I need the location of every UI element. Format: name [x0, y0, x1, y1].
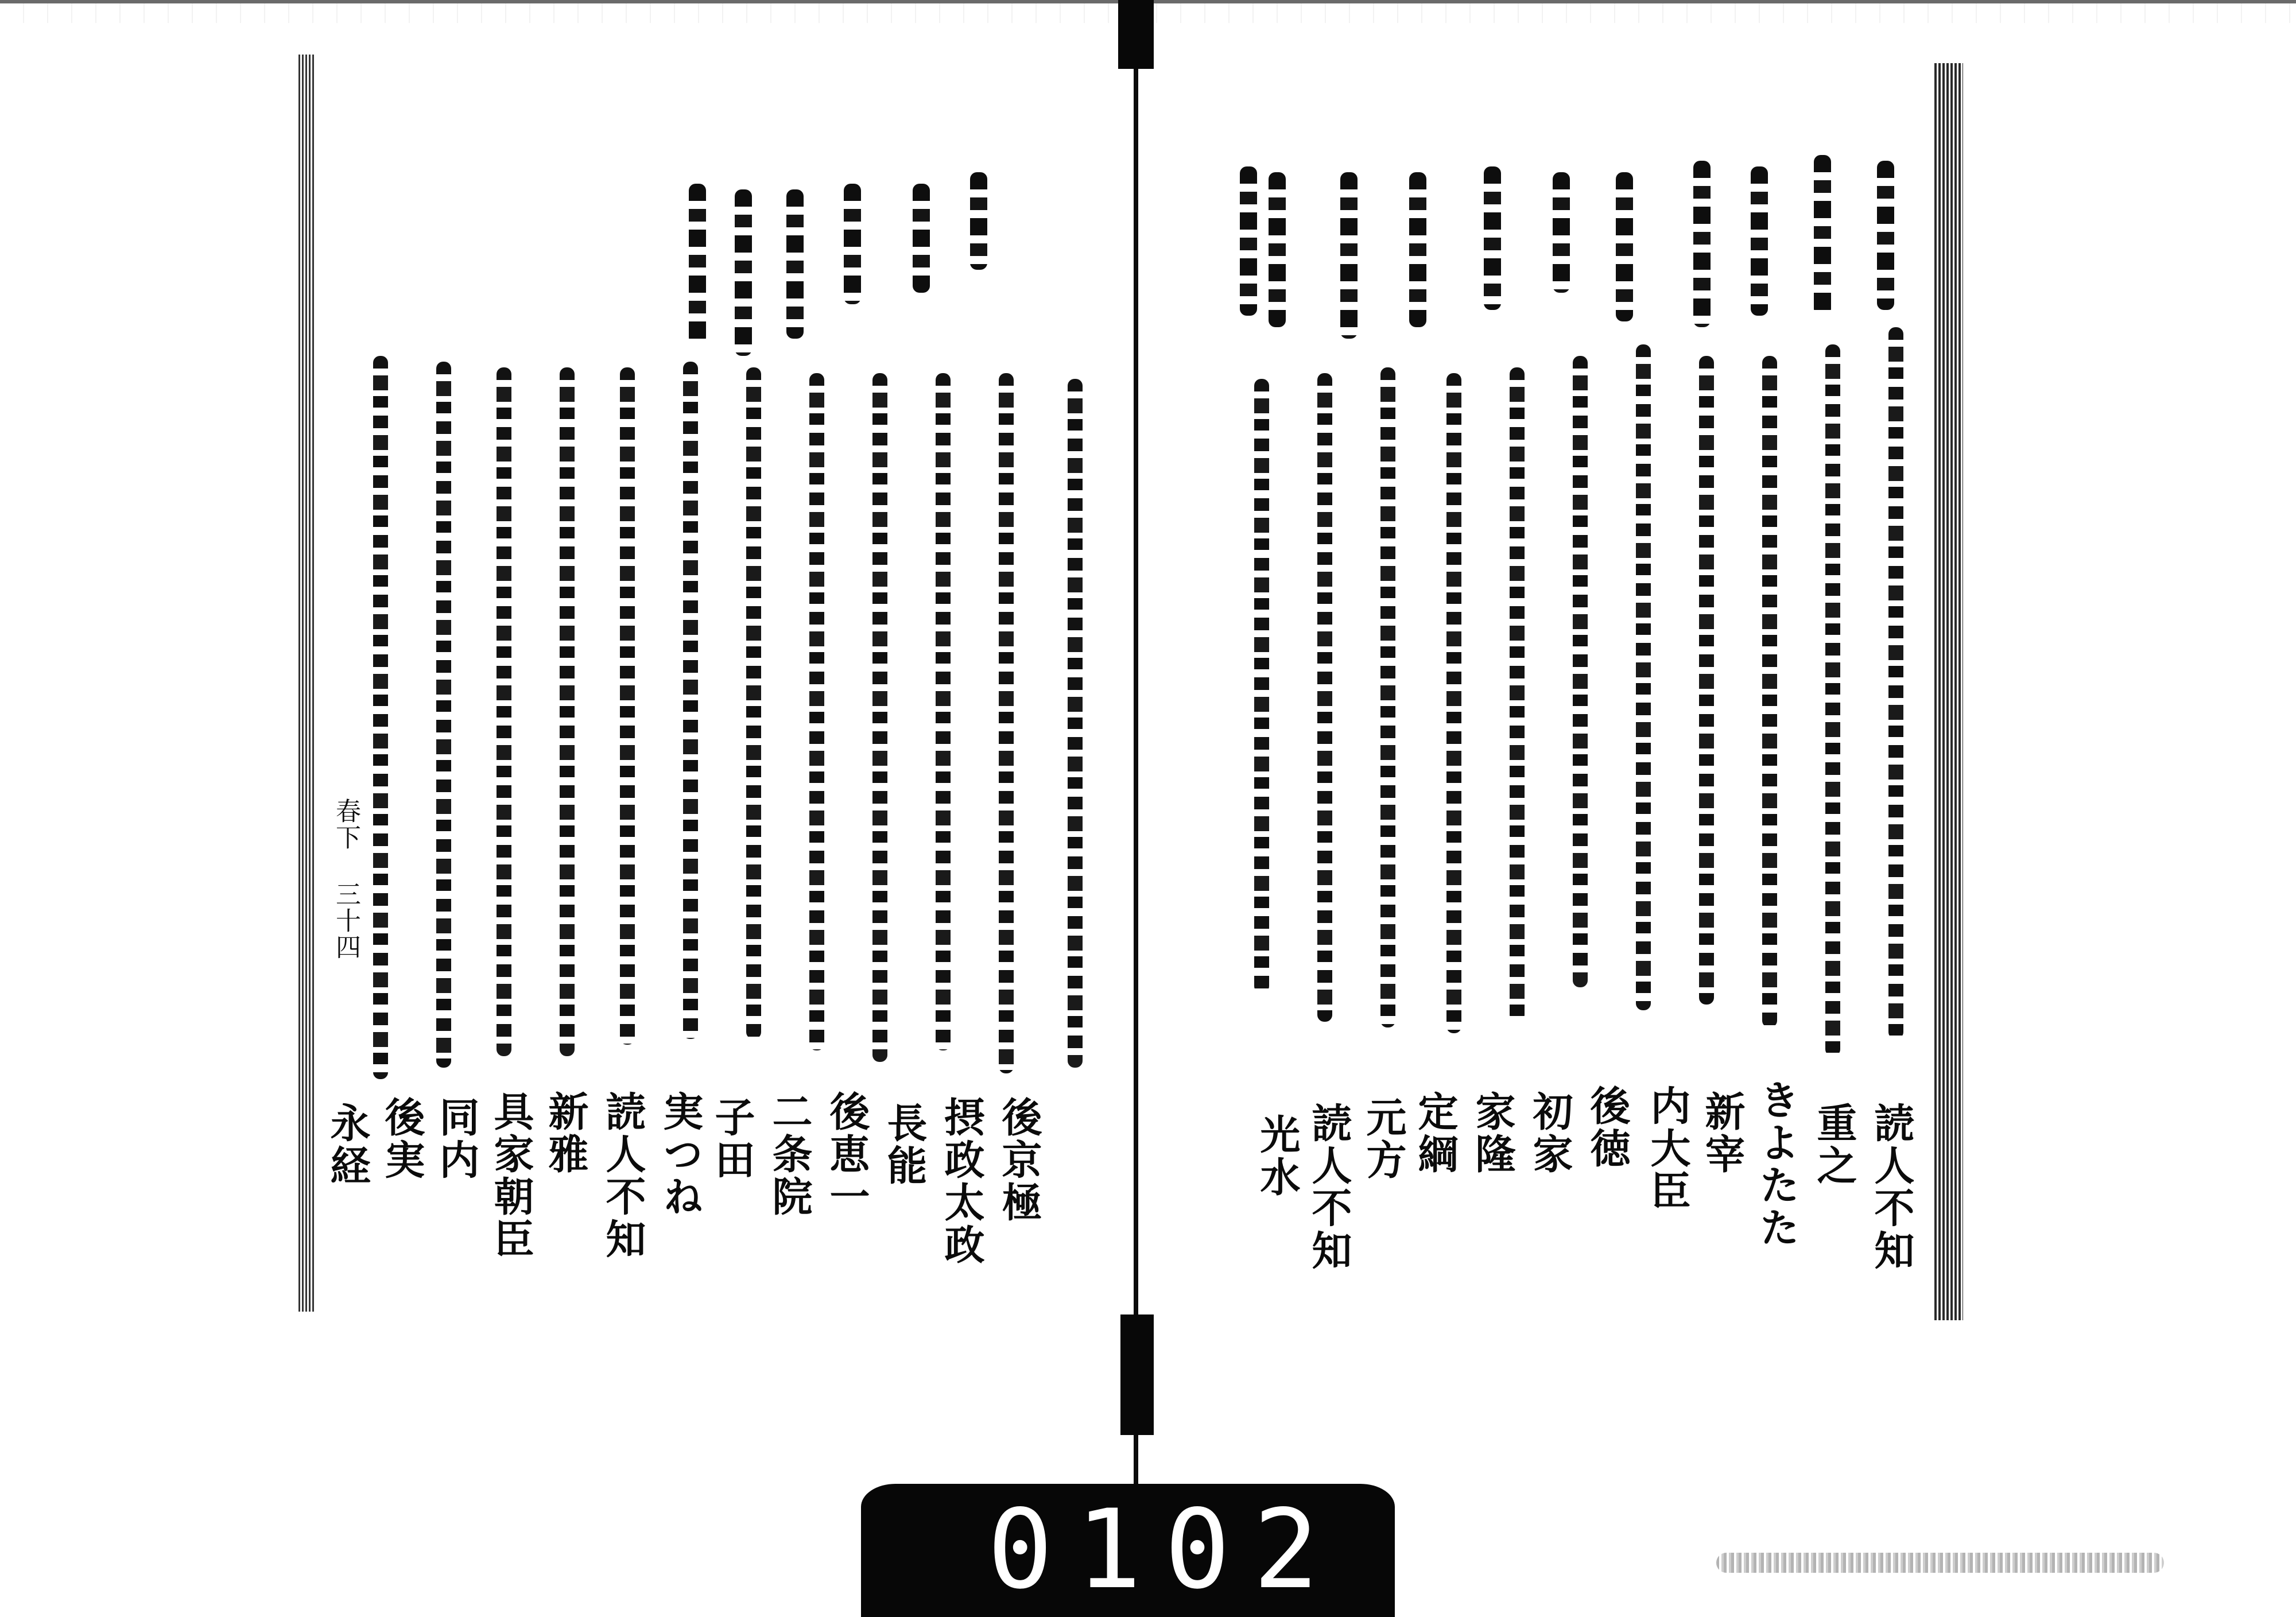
poem-line	[1636, 344, 1651, 1010]
poem-line	[1762, 356, 1777, 1027]
frame-number: 0102	[987, 1486, 1342, 1613]
poem-line	[1446, 373, 1461, 1033]
right-heading-7	[1484, 166, 1501, 310]
poem-line	[1317, 373, 1332, 1022]
poem-line	[809, 373, 824, 1050]
right-heading-10	[1269, 172, 1286, 327]
author-name: 摂政太政	[938, 1096, 986, 1266]
right-heading-9	[1340, 172, 1358, 339]
author-name: 家隆	[1469, 1091, 1517, 1176]
author-name: 読人不知	[1868, 1102, 1915, 1272]
author-name: 初家	[1526, 1091, 1574, 1176]
author-name: 二条院	[766, 1091, 813, 1218]
author-name: 後実	[378, 1096, 426, 1181]
author-name: 後恵一	[823, 1091, 871, 1218]
author-name: 新雅	[542, 1091, 589, 1176]
author-name: 後京極	[995, 1096, 1043, 1224]
right-heading-8	[1409, 172, 1426, 327]
poem-line	[1888, 327, 1903, 1039]
author-name: 永経	[324, 1102, 371, 1187]
author-name: 読人不知	[1305, 1102, 1353, 1272]
right-heading-2	[1814, 155, 1831, 316]
folio-marker: 春下 三十四	[331, 798, 360, 960]
right-heading-3	[1751, 166, 1768, 316]
film-streak	[1716, 1553, 2164, 1573]
author-name: きよたた	[1753, 1079, 1801, 1249]
poem-line	[436, 362, 451, 1068]
right-heading-4	[1693, 161, 1711, 327]
left-heading-4	[786, 189, 804, 339]
left-page-edge	[298, 55, 316, 1312]
poem-line	[936, 373, 951, 1050]
right-page-edge	[1934, 63, 1963, 1320]
poem-line	[999, 373, 1014, 1073]
poem-line	[1825, 344, 1840, 1056]
poem-line	[1573, 356, 1588, 987]
poem-line	[373, 356, 388, 1079]
author-name: 長能	[881, 1102, 928, 1187]
poem-line	[620, 367, 635, 1045]
author-name: 元方	[1360, 1096, 1407, 1181]
author-name: 光水	[1254, 1114, 1301, 1199]
poem-line	[1510, 367, 1525, 1022]
author-name: 後徳	[1584, 1085, 1631, 1170]
poem-line	[1699, 356, 1714, 1005]
author-name: 新宰	[1698, 1091, 1746, 1176]
author-name: 実つね	[657, 1091, 704, 1218]
right-heading-1	[1877, 161, 1894, 310]
author-name: 読人不知	[599, 1091, 647, 1261]
poem-line	[497, 367, 511, 1056]
left-heading-6	[689, 184, 706, 344]
poem-line	[1254, 379, 1269, 993]
top-binding-clip	[1118, 0, 1154, 69]
left-heading-2	[913, 184, 930, 293]
poem-line	[683, 362, 698, 1039]
author-name: 重之	[1810, 1102, 1858, 1187]
left-heading-1	[970, 172, 987, 270]
author-name: 具家朝臣	[487, 1091, 535, 1261]
poem-line	[872, 373, 887, 1062]
author-name: 定綱	[1411, 1091, 1459, 1176]
poem-line	[1068, 379, 1083, 1068]
right-heading-11	[1240, 166, 1257, 316]
poem-line	[560, 367, 575, 1056]
left-heading-3	[844, 184, 861, 304]
left-heading-5	[735, 189, 752, 356]
poem-line	[746, 367, 761, 1039]
bottom-binding-clip	[1120, 1314, 1154, 1435]
right-heading-5	[1616, 172, 1633, 321]
author-name: 同内	[433, 1096, 480, 1181]
right-heading-6	[1553, 172, 1570, 293]
author-name: 内大臣	[1644, 1085, 1692, 1212]
author-name: 子田	[708, 1096, 756, 1181]
poem-line	[1380, 367, 1395, 1027]
